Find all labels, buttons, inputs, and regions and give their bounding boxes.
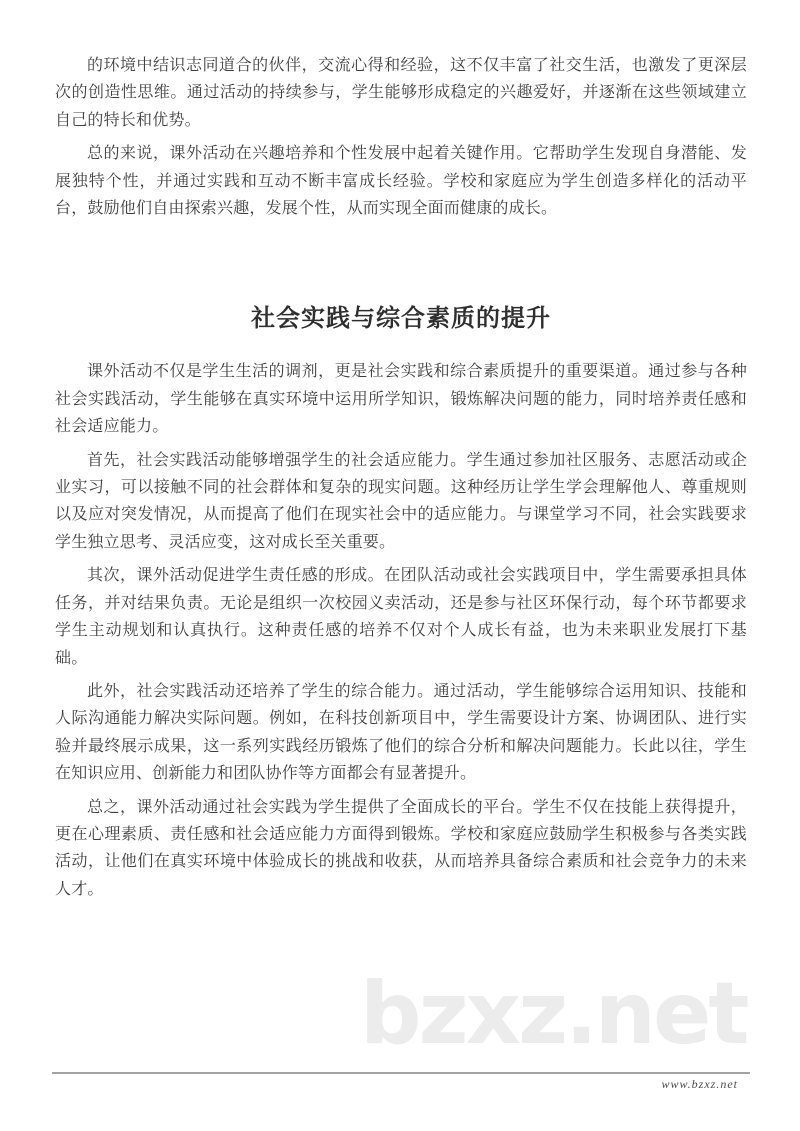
paragraph-first-point: 首先，社会实践活动能够增强学生的社会适应能力。学生通过参加社区服务、志愿活动或企业实习，可以接触不同的社会群体和复杂的现实问题。这种经历让学生学会理解他人、尊重规则以及应对突发情况，从而提高了他们在现实社会中的适应能力。与课堂学习不同，社会实践要求学生独立思考、灵活应变，这对成长至关重要。	[55, 451, 747, 551]
paragraph-summary: 总的来说，课外活动在兴趣培养和个性发展中起着关键作用。它帮助学生发现自身潜能、发展独特个性，并通过实践和互动不断丰富成长经验。学校和家庭应为学生创造多样化的活动平台，鼓励他们自由探索兴趣，发展个性，从而实现全面而健康的成长。	[55, 145, 747, 218]
paragraph-intro: 课外活动不仅是学生生活的调剂，更是社会实践和综合素质提升的重要渠道。通过参与各种社会实践活动，学生能够在真实环境中运用所学知识，锻炼解决问题的能力，同时培养责任感和社会适应能力。	[55, 363, 747, 436]
paragraph-continued: 的环境中结识志同道合的伙伴，交流心得和经验，这不仅丰富了社交生活，也激发了更深层次的创造性思维。通过活动的持续参与，学生能够形成稳定的兴趣爱好，并逐渐在这些领域建立自己的特长和优势。	[55, 57, 747, 129]
paragraph-third-point: 此外，社会实践活动还培养了学生的综合能力。通过活动，学生能够综合运用知识、技能和人际沟通能力解决实际问题。例如，在科技创新项目中，学生需要设计方案、协调团队、进行实验并最终展示成果，这一系列实践经历锻炼了他们的综合分析和解决问题能力。长此以往，学生在知识应用、创新能力和团队协作等方面都会有显著提升。	[55, 682, 747, 783]
section-heading: 社会实践与综合素质的提升	[251, 306, 551, 333]
footer-divider	[52, 1072, 750, 1074]
watermark-text: bzxz.net	[360, 964, 747, 1064]
paragraph-second-point: 其次，课外活动促进学生责任感的形成。在团队活动或社会实践项目中，学生需要承担具体任务，并对结果负责。无论是组织一次校园义卖活动，还是参与社区环保行动，每个环节都要求学生主动规划和认真执行。这种责任感的培养不仅对个人成长有益，也为未来职业发展打下基础。	[55, 567, 747, 667]
footer-url: www.bzxz.net	[661, 1077, 738, 1091]
document-content	[55, 52, 747, 909]
paragraph-conclusion: 总之，课外活动通过社会实践为学生提供了全面成长的平台。学生不仅在技能上获得提升，更在心理素质、责任感和社会适应能力方面得到锻炼。学校和家庭应鼓励学生积极参与各类实践活动，让他们在真实环境中体验成长的挑战和收获，从而培养具备综合素质和社会竞争力的未来人才。	[55, 798, 747, 898]
